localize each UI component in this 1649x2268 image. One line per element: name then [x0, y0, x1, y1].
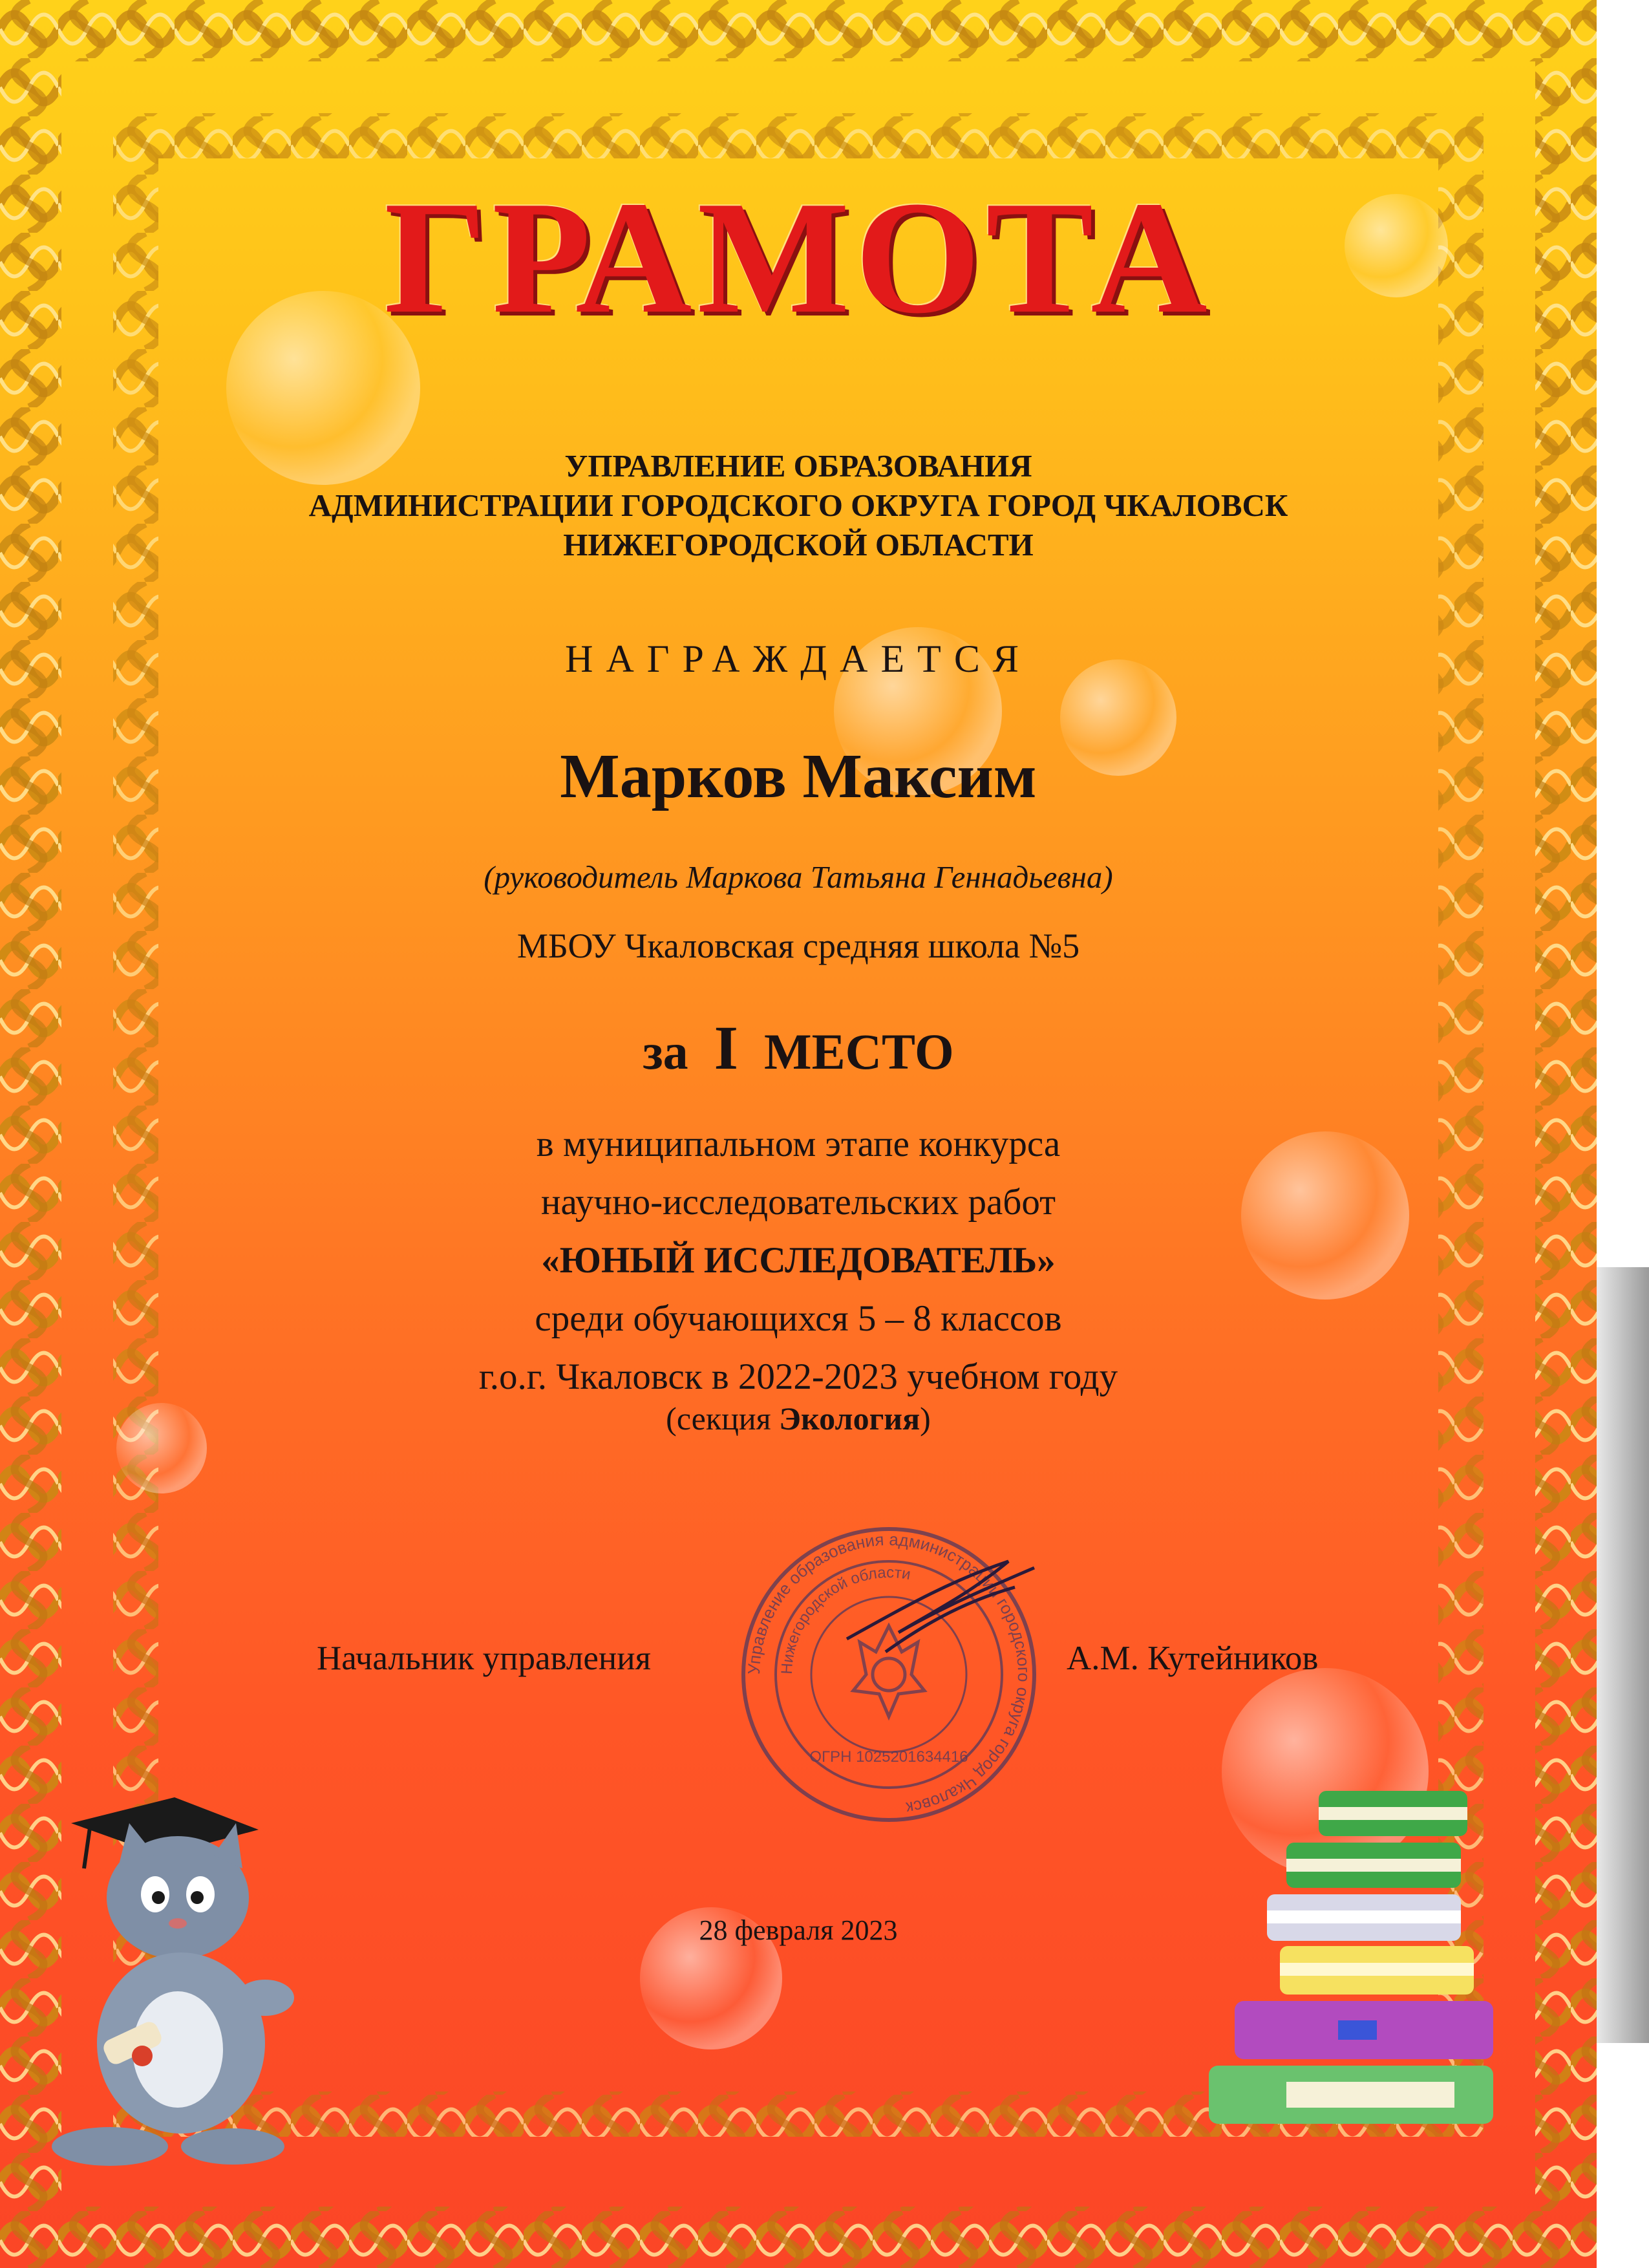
section-close: ) [920, 1400, 931, 1437]
section-open: (секция [666, 1400, 780, 1437]
organization-line: АДМИНИСТРАЦИИ ГОРОДСКОГО ОКРУГА ГОРОД ЧКАЛОВСК [308, 487, 1288, 523]
section-name: Экология [779, 1400, 920, 1437]
section-line [0, 1400, 1597, 1437]
place-suffix: МЕСТО [764, 1023, 954, 1080]
school-name: МБОУ Чкаловская средняя школа №5 [516, 926, 1080, 965]
stack-of-books-illustration [1189, 1771, 1551, 2134]
recipient-name: Марков Максим [560, 742, 1037, 811]
description-line: научно-исследовательских работ [541, 1182, 1056, 1223]
supervisor-line: (руководитель Маркова Татьяна Геннадьевна) [484, 859, 1113, 895]
signer-name: А.М. Кутейников [1067, 1640, 1319, 1677]
coat-of-arms-icon [853, 1626, 924, 1717]
graduate-cat-illustration [52, 1784, 323, 2172]
stamp-outer-text: Управление образования администрации городского округа город Чкаловск [743, 1529, 1034, 1819]
certificate-title: ГРАМОТА [384, 168, 1213, 347]
description-line: среди обучающихся 5 – 8 классов [535, 1298, 1062, 1339]
stamp-ogrn: ОГРН 1025201634416 [809, 1748, 968, 1766]
official-stamp [737, 1523, 1041, 1826]
awarded-label: НАГРАЖДАЕТСЯ [565, 637, 1032, 680]
place-prefix: за [643, 1023, 688, 1080]
signer-position: Начальник управления [317, 1640, 651, 1677]
description-line: г.о.г. Чкаловск в 2022-2023 учебном году [478, 1356, 1118, 1397]
place-line [0, 1012, 1597, 1084]
scan-edge-shadow [1597, 1267, 1649, 2043]
issuing-organization [0, 446, 1597, 564]
organization-line: НИЖЕГОРОДСКОЙ ОБЛАСТИ [563, 527, 1034, 562]
stamp-inner-text: Нижегородской области [778, 1563, 912, 1675]
organization-line: УПРАВЛЕНИЕ ОБРАЗОВАНИЯ [564, 448, 1032, 484]
description-line: в муниципальном этапе конкурса [536, 1124, 1061, 1164]
issue-date: 28 февраля 2023 [699, 1914, 898, 1946]
contest-name: «ЮНЫЙ ИССЛЕДОВАТЕЛЬ» [541, 1240, 1056, 1281]
place-number: I [714, 1013, 739, 1082]
award-description [0, 1115, 1597, 1406]
